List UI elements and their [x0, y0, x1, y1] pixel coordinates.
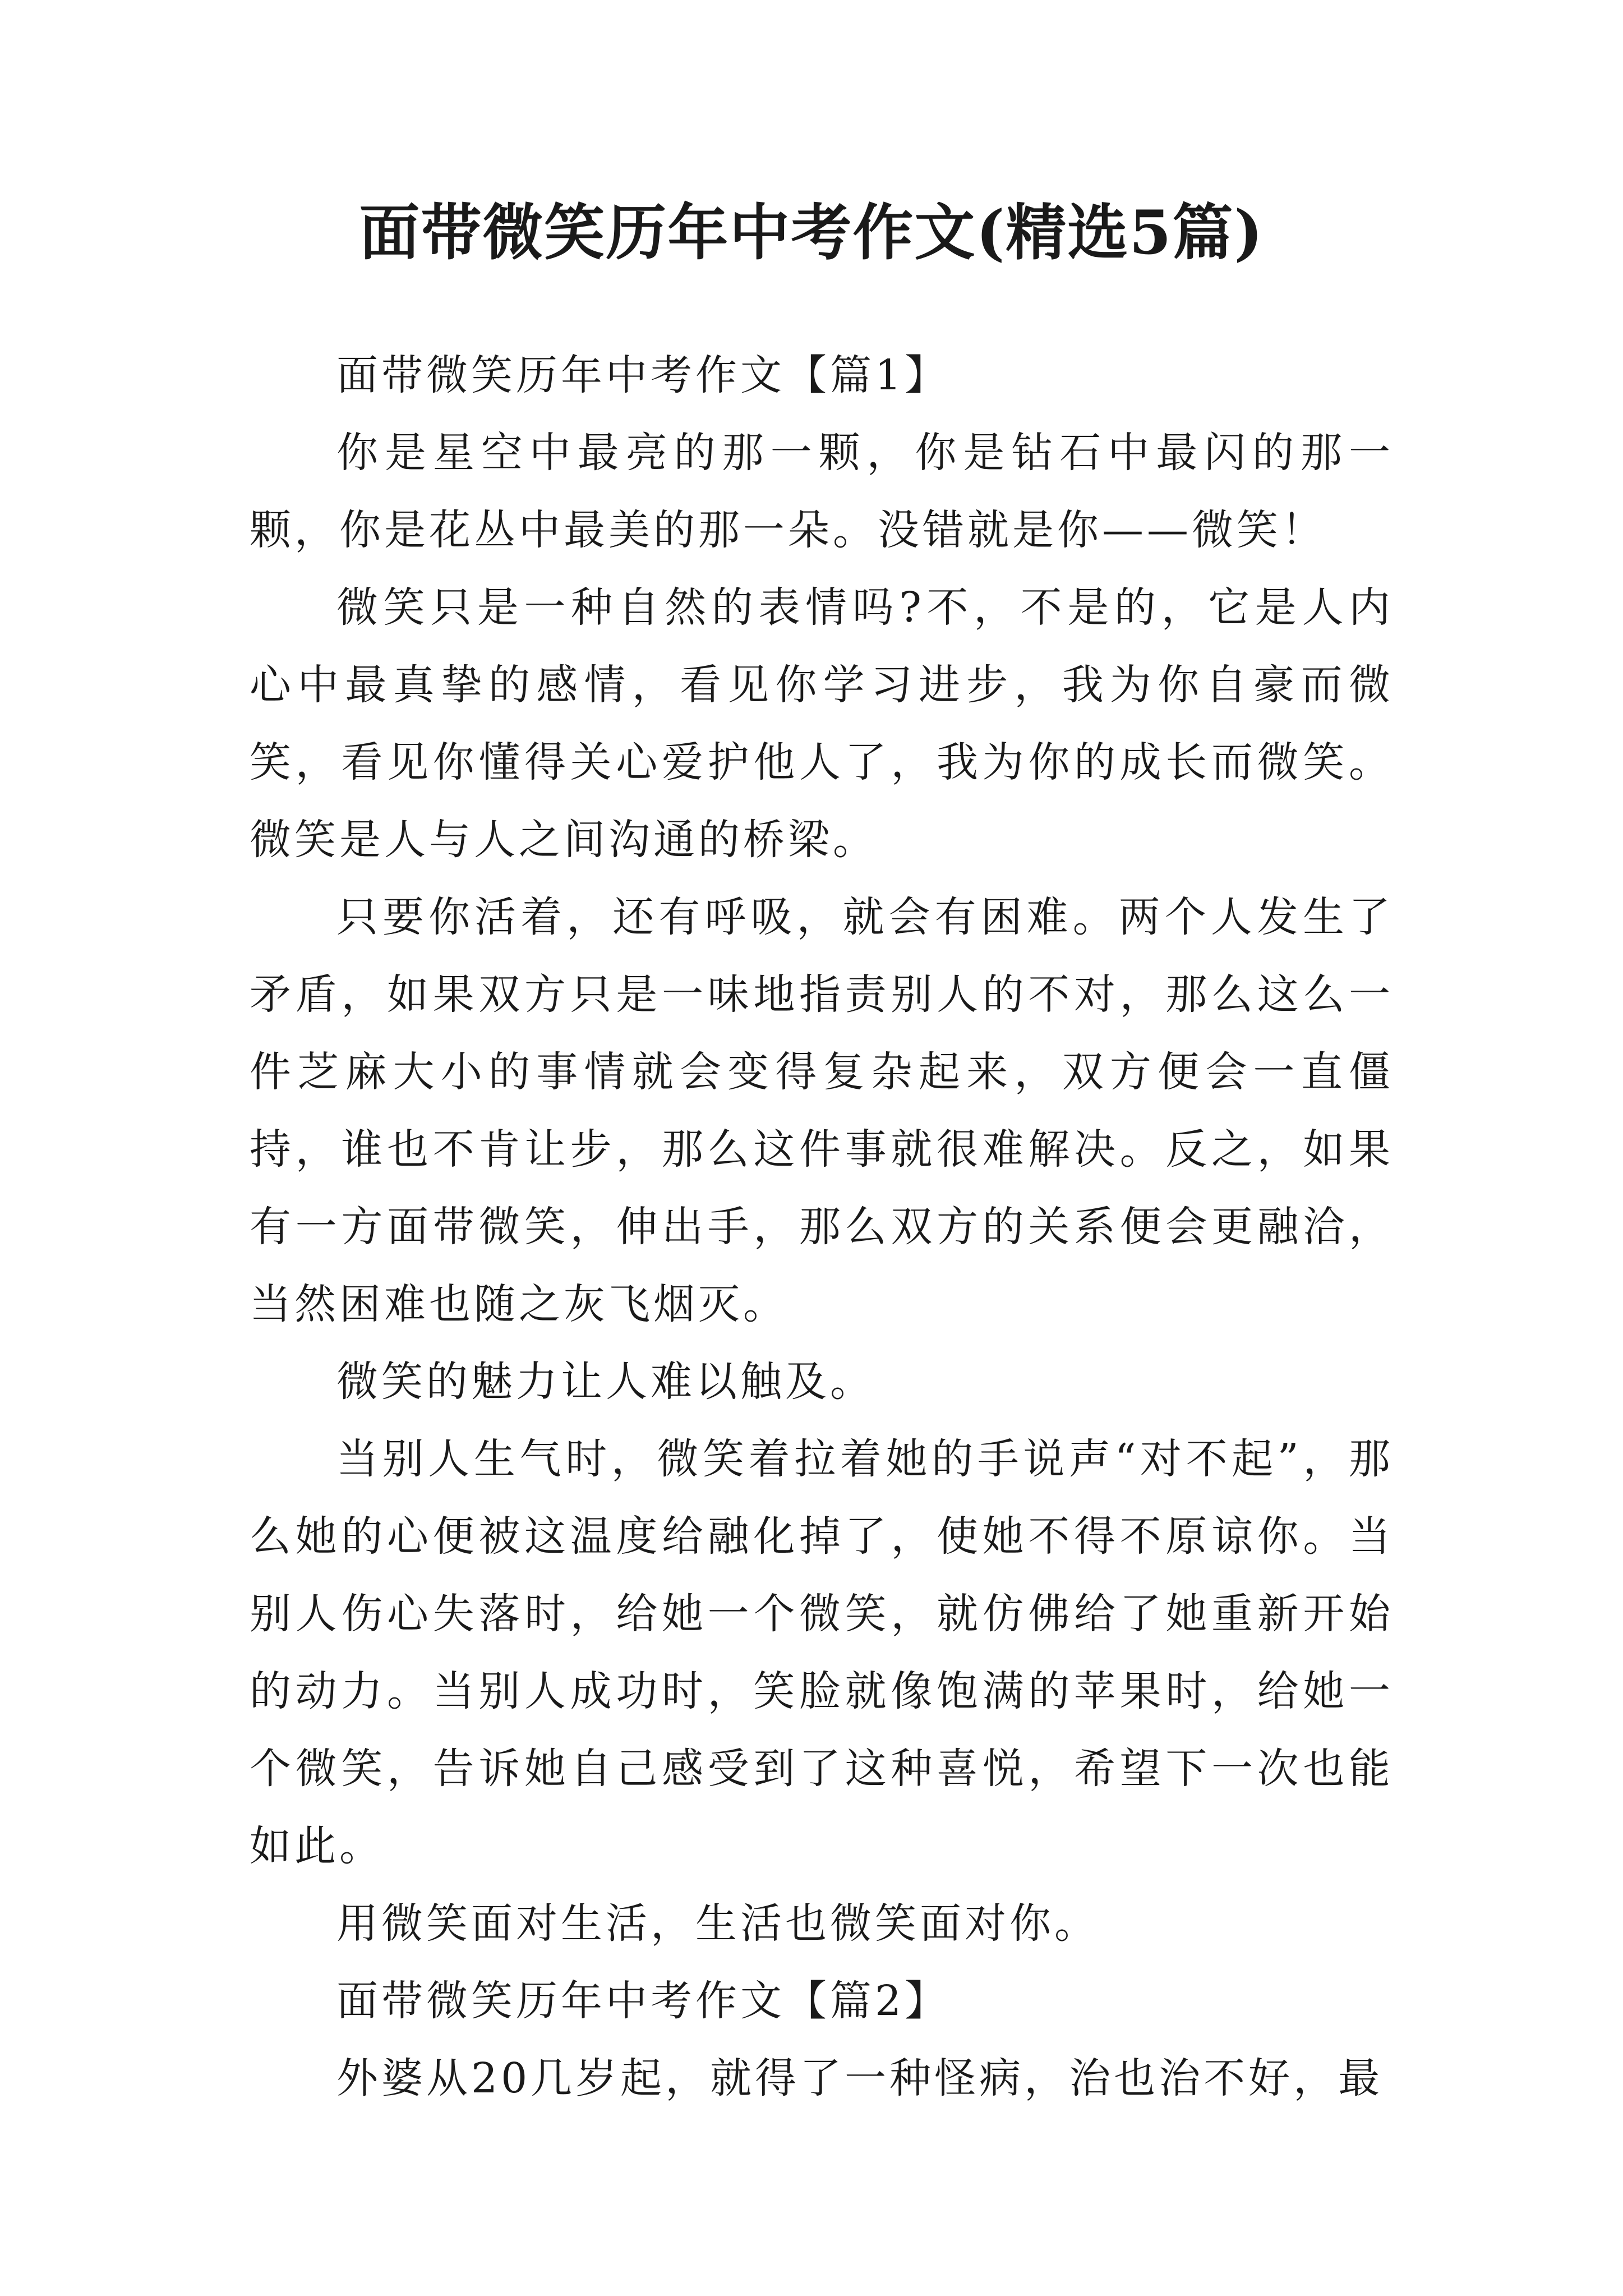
paragraph: 微笑的魅力让人难以触及。 [336, 1358, 875, 1406]
section-heading-1: 面带微笑历年中考作文【篇1】 [336, 351, 950, 399]
section-heading-2: 面带微笑历年中考作文【篇2】 [336, 1977, 950, 2025]
paragraph: 你是星空中最亮的那一颗，你是钻石中最闪的那一颗，你是花丛中最美的那一朵。没错就是你——微笑！ [250, 429, 1394, 554]
paragraph: 当别人生气时，微笑着拉着她的手说声“对不起”，那么她的心便被这温度给融化掉了，使她不得不原谅你。当别人伤心失落时，给她一个微笑，就仿佛给了她重新开始的动力。当别人成功时，笑脸就像饱满的苹果时，给她一个微笑，告诉她自己感受到了这种喜悦，希望下一次也能如此。 [250, 1435, 1394, 1870]
paragraph: 外婆从20几岁起，就得了一种怪病，治也治不好，最 [336, 2054, 1384, 2102]
paragraph: 用微笑面对生活，生活也微笑面对你。 [336, 1899, 1099, 1948]
document-title: 面带微笑历年中考作文(精选5篇) [359, 197, 1264, 268]
paragraph: 只要你活着，还有呼吸，就会有困难。两个人发生了矛盾，如果双方只是一味地指责别人的不对，那么这么一件芝麻大小的事情就会变得复杂起来，双方便会一直僵持，谁也不肯让步，那么这件事就很难解决。反之，如果有一方面带微笑，伸出手，那么双方的关系便会更融洽，当然困难也随之灰飞烟灭。 [250, 893, 1394, 1328]
document-body [250, 337, 1394, 2117]
paragraph: 微笑只是一种自然的表情吗?不，不是的，它是人内心中最真挚的感情，看见你学习进步，我为你自豪而微笑，看见你懂得关心爱护他人了，我为你的成长而微笑。微笑是人与人之间沟通的桥梁。 [250, 583, 1394, 864]
